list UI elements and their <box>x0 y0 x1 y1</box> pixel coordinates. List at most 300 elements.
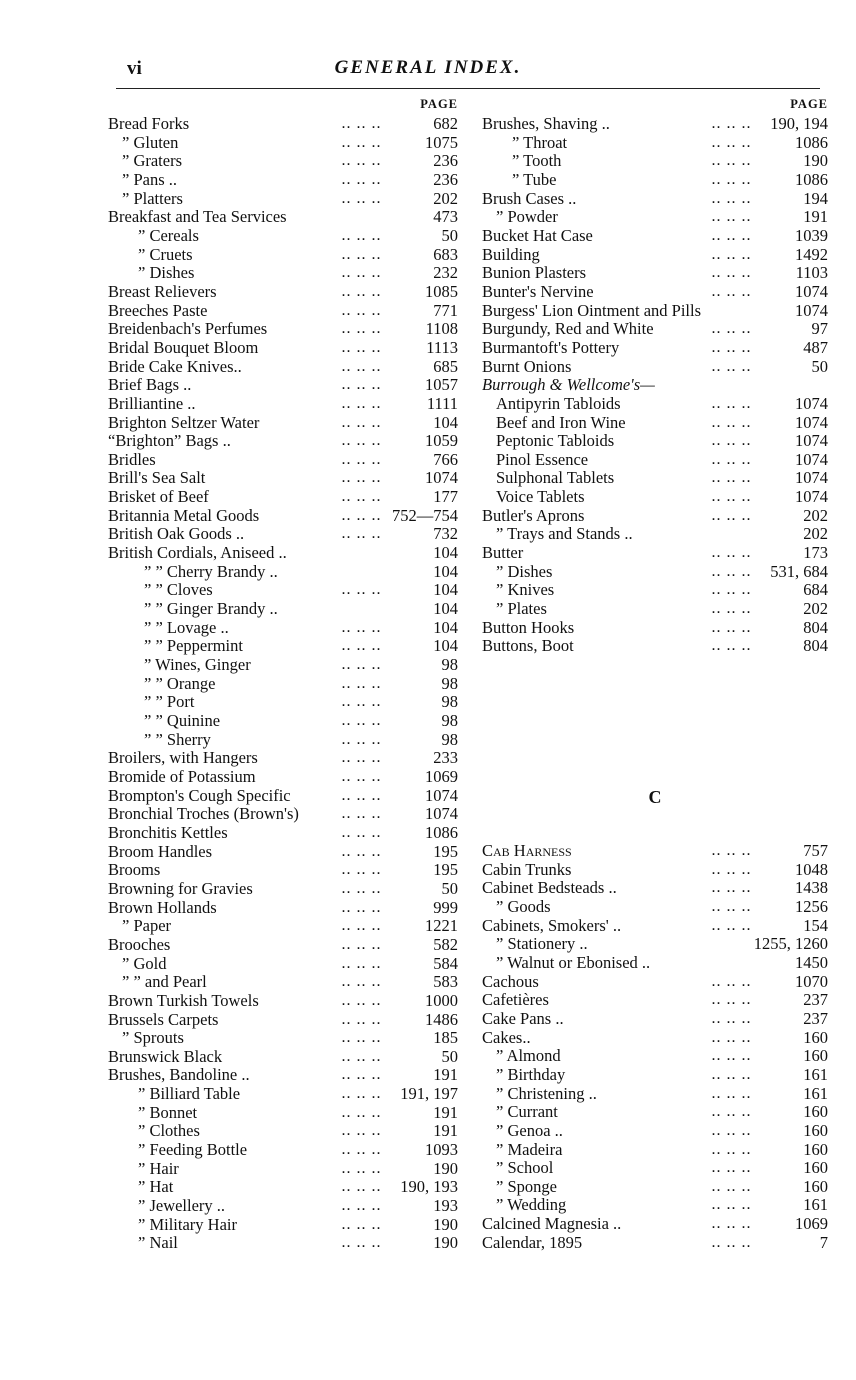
entry-label: ” Almond <box>496 1046 561 1066</box>
index-entry <box>108 749 458 768</box>
entry-page-number: 1221 <box>425 916 458 936</box>
leader-dots: .. .. .. <box>712 1198 752 1213</box>
entry-page-number: 190 <box>433 1233 458 1253</box>
entry-label: Breeches Paste <box>108 300 208 320</box>
index-entry <box>482 1122 828 1141</box>
index-entry <box>108 208 458 227</box>
leader-dots: .. .. .. <box>712 359 752 374</box>
page-column-heading: PAGE <box>790 97 828 111</box>
entry-label: Bridles <box>108 449 156 469</box>
entry-label: ” Goods <box>496 896 551 916</box>
index-entry <box>108 656 458 675</box>
index-entry <box>108 358 458 377</box>
index-entry <box>108 675 458 694</box>
entry-page-number: 682 <box>433 114 458 133</box>
entry-label: ” ” Quinine <box>144 711 221 730</box>
entry-label: ” Cruets <box>138 244 193 264</box>
index-entry <box>482 246 828 265</box>
entry-page-number: 161 <box>803 1083 828 1103</box>
leader-dots: .. .. .. <box>342 1199 382 1214</box>
index-entry <box>482 339 828 358</box>
leader-dots: .. .. .. <box>712 881 752 896</box>
entry-label: ” Currant <box>496 1102 558 1122</box>
entry-page-number: 104 <box>433 543 458 563</box>
index-entry <box>482 1010 828 1029</box>
leader-dots: .. .. .. <box>342 471 382 486</box>
entry-page-number: 1074 <box>795 281 828 301</box>
index-entry <box>108 600 458 619</box>
entry-page-number: 685 <box>433 356 458 376</box>
entry-page-number: 190 <box>433 1214 458 1234</box>
entry-page-number: 202 <box>803 524 828 544</box>
leader-dots: .. .. .. <box>342 228 382 243</box>
leader-dots: .. .. .. <box>712 117 752 131</box>
leader-dots: .. .. .. <box>342 919 382 934</box>
entry-page-number: 1486 <box>425 1009 458 1029</box>
leader-dots: .. .. .. <box>712 974 752 989</box>
entry-label: Calcined Magnesia .. <box>482 1214 622 1234</box>
entry-label: Breast Relievers <box>108 281 217 301</box>
entry-page-number: 190 <box>803 151 828 171</box>
leader-dots: .. .. .. <box>342 172 382 187</box>
leader-dots: .. .. .. <box>712 602 752 617</box>
index-entry <box>482 879 828 898</box>
index-list-left <box>108 115 458 1253</box>
entry-label: Beef and Iron Wine <box>496 412 626 432</box>
leader-dots: .. .. .. <box>342 322 382 337</box>
index-entry <box>108 805 458 824</box>
entry-label: Burgess' Lion Ointment and Pills <box>482 300 702 320</box>
entry-label: Brooms <box>108 860 161 880</box>
index-entry <box>482 488 828 507</box>
leader-dots: .. .. .. <box>342 1049 382 1064</box>
entry-label: Cabinets, Smokers' .. <box>482 915 622 935</box>
entry-label: ” Walnut or Ebonised .. <box>496 952 651 972</box>
entry-page-number: 191 <box>433 1102 458 1122</box>
entry-label: ” Clothes <box>138 1121 200 1141</box>
leader-dots: .. .. .. <box>712 1086 752 1101</box>
index-entry <box>108 1234 458 1253</box>
leader-dots: .. .. .. <box>342 1012 382 1027</box>
entry-label: ” Knives <box>496 580 555 600</box>
entry-page-number: 194 <box>803 188 828 208</box>
leader-dots: .. .. .. <box>712 1049 752 1064</box>
leader-dots: .. .. .. <box>712 284 752 299</box>
entry-label: Pinol Essence <box>496 449 589 469</box>
entry-label: Broom Handles <box>108 841 213 861</box>
index-entry <box>482 898 828 917</box>
entry-page-number: 531, 684 <box>770 561 828 581</box>
entry-label: ” Gluten <box>122 132 179 152</box>
index-list-c <box>482 842 828 1252</box>
entry-label: ” Wedding <box>496 1195 567 1215</box>
entry-page-number: 185 <box>433 1028 458 1048</box>
entry-page-number: 98 <box>441 692 458 712</box>
entry-label: British Oak Goods .. <box>108 524 245 544</box>
leader-dots: .. .. .. <box>712 135 752 150</box>
index-entry <box>482 432 828 451</box>
leader-dots: .. .. .. <box>342 266 382 281</box>
index-entry <box>108 619 458 638</box>
leader-dots: .. .. .. <box>342 751 382 766</box>
entry-label: ” Hat <box>138 1177 174 1197</box>
entry-page-number: 50 <box>441 225 458 245</box>
entry-label: Butler's Aprons <box>482 505 585 525</box>
index-entry <box>108 302 458 321</box>
entry-label: ” Christening .. <box>496 1083 597 1103</box>
index-entry <box>482 563 828 582</box>
entry-page-number: 1074 <box>795 487 828 507</box>
entry-page-number: 97 <box>811 319 828 339</box>
entry-page-number: 160 <box>803 1176 828 1196</box>
entry-page-number: 1074 <box>795 449 828 469</box>
index-entry <box>482 376 828 395</box>
leader-dots: .. .. .. <box>342 1180 382 1195</box>
leader-dots: .. .. .. <box>712 583 752 598</box>
leader-dots: .. .. .. <box>712 452 752 467</box>
leader-dots: .. .. .. <box>712 1123 752 1138</box>
entry-page-number: 1074 <box>795 468 828 488</box>
index-entry <box>482 208 828 227</box>
entry-label: ” Paper <box>122 916 172 936</box>
entry-page-number: 804 <box>803 636 828 656</box>
entry-page-number: 752—754 <box>392 505 458 525</box>
leader-dots: .. .. .. <box>342 937 382 952</box>
entry-label: ” ” Port <box>144 692 195 712</box>
index-entry <box>108 712 458 731</box>
entry-page-number: 1086 <box>425 822 458 842</box>
index-entry <box>108 1216 458 1235</box>
index-entry <box>108 880 458 899</box>
entry-page-number: 177 <box>433 487 458 507</box>
entry-label: Butter <box>482 543 524 563</box>
leader-dots: .. .. .. <box>342 1105 382 1120</box>
leader-dots: .. .. .. <box>712 415 752 430</box>
index-column-right <box>482 97 828 656</box>
entry-label: British Cordials, Aniseed .. <box>108 543 287 563</box>
leader-dots: .. .. .. <box>712 844 752 858</box>
entry-page-number: 160 <box>803 1027 828 1047</box>
index-entry <box>108 320 458 339</box>
entry-page-number: 999 <box>433 897 458 917</box>
leader-dots: .. .. .. <box>342 117 382 131</box>
entry-page-number: 1086 <box>795 169 828 189</box>
index-entry <box>482 1103 828 1122</box>
entry-label: Bride Cake Knives.. <box>108 356 242 376</box>
leader-dots: .. .. .. <box>712 1142 752 1157</box>
entry-page-number: 7 <box>819 1232 828 1252</box>
entry-page-number: 1039 <box>795 225 828 245</box>
index-entry <box>108 544 458 563</box>
entry-label: ” Trays and Stands .. <box>496 524 633 544</box>
index-entry <box>482 1234 828 1253</box>
entry-label: ” Sprouts <box>122 1028 184 1048</box>
entry-label: Voice Tablets <box>496 487 585 507</box>
entry-label: Bread Forks <box>108 114 190 133</box>
leader-dots: .. .. .. <box>342 434 382 449</box>
entry-page-number: 190, 194 <box>770 114 828 133</box>
leader-dots: .. .. .. <box>342 1031 382 1046</box>
index-entry <box>108 1178 458 1197</box>
leader-dots: .. .. .. <box>342 415 382 430</box>
index-entry <box>108 731 458 750</box>
entry-page-number: 1069 <box>795 1214 828 1234</box>
entry-label: Brunswick Black <box>108 1046 223 1066</box>
entry-page-number: 237 <box>803 990 828 1010</box>
leader-dots: .. .. .. <box>712 471 752 486</box>
leader-dots: .. .. .. <box>712 1161 752 1176</box>
index-entry <box>108 899 458 918</box>
entry-label: ” Tube <box>512 169 557 189</box>
index-entry <box>108 246 458 265</box>
index-entry <box>108 1066 458 1085</box>
leader-dots: .. .. .. <box>712 340 752 355</box>
index-entry <box>108 525 458 544</box>
index-entry <box>482 842 828 861</box>
index-entry <box>108 1197 458 1216</box>
entry-label: Britannia Metal Goods <box>108 505 260 525</box>
entry-label: ” Dishes <box>496 561 553 581</box>
leader-dots: .. .. .. <box>342 993 382 1008</box>
index-entry <box>108 1048 458 1067</box>
page-number: vi <box>127 58 142 79</box>
leader-dots: .. .. .. <box>712 1067 752 1082</box>
leader-dots: .. .. .. <box>342 191 382 206</box>
entry-label: Bronchial Troches (Brown's) <box>108 804 299 824</box>
leader-dots: .. .. .. <box>342 658 382 673</box>
leader-dots: .. .. .. <box>342 527 382 542</box>
entry-label: Brown Turkish Towels <box>108 990 259 1010</box>
entry-page-number: 202 <box>803 505 828 525</box>
entry-label: Brushes, Bandoline .. <box>108 1065 250 1085</box>
index-entry <box>108 1085 458 1104</box>
index-entry <box>482 1085 828 1104</box>
index-entry <box>482 917 828 936</box>
entry-label: ” Feeding Bottle <box>138 1140 248 1160</box>
index-entry <box>482 1029 828 1048</box>
leader-dots: .. .. .. <box>712 1235 752 1250</box>
leader-dots: .. .. .. <box>342 732 382 747</box>
leader-dots: .. .. .. <box>342 396 382 411</box>
leader-dots: .. .. .. <box>342 695 382 710</box>
index-entry <box>482 637 828 656</box>
index-column-right-c <box>482 842 828 1252</box>
index-entry <box>482 302 828 321</box>
entry-page-number: 173 <box>803 543 828 563</box>
entry-page-number: 1111 <box>426 393 458 413</box>
entry-label: ” ” Peppermint <box>144 636 243 656</box>
entry-page-number: 104 <box>433 617 458 637</box>
entry-label: Brilliantine .. <box>108 393 196 413</box>
index-entry <box>482 1066 828 1085</box>
entry-page-number: 50 <box>811 356 828 376</box>
entry-page-number: 161 <box>803 1195 828 1215</box>
entry-label: Cab Harness <box>482 841 572 860</box>
entry-label: ” Graters <box>122 151 183 171</box>
entry-label: Cachous <box>482 971 539 991</box>
entry-page-number: 1103 <box>795 263 828 283</box>
leader-dots: .. .. .. <box>342 340 382 355</box>
index-entry <box>482 544 828 563</box>
entry-label: ” Nail <box>138 1233 178 1253</box>
leader-dots: .. .. .. <box>342 956 382 971</box>
index-entry <box>108 1160 458 1179</box>
leader-dots: .. .. .. <box>712 322 752 337</box>
entry-page-number: 104 <box>433 599 458 619</box>
entry-label: ” Dishes <box>138 263 195 283</box>
leader-dots: .. .. .. <box>342 247 382 262</box>
entry-label: Bridal Bouquet Bloom <box>108 337 259 357</box>
entry-page-number: 1074 <box>795 431 828 451</box>
entry-label: Browning for Gravies <box>108 878 253 898</box>
index-entry <box>108 1029 458 1048</box>
entry-label: ” Bonnet <box>138 1102 198 1122</box>
entry-label: ” Madeira <box>496 1139 563 1159</box>
leader-dots: .. .. .. <box>342 508 382 523</box>
index-entry <box>482 469 828 488</box>
entry-page-number: 1000 <box>425 990 458 1010</box>
leader-dots: .. .. .. <box>342 284 382 299</box>
entry-page-number: 683 <box>433 244 458 264</box>
entry-page-number: 1074 <box>425 804 458 824</box>
entry-page-number: 236 <box>433 169 458 189</box>
entry-label: ” ” Lovage .. <box>144 617 229 637</box>
leader-dots: .. .. .. <box>712 639 752 654</box>
entry-label: ” Genoa .. <box>496 1120 563 1140</box>
entry-label: ” Cereals <box>138 225 199 245</box>
entry-label: Burmantoft's Pottery <box>482 337 620 357</box>
leader-dots: .. .. .. <box>342 975 382 990</box>
index-entry <box>108 992 458 1011</box>
leader-dots: .. .. .. <box>712 490 752 505</box>
entry-label: “Brighton” Bags .. <box>108 431 231 451</box>
entry-label: Sulphonal Tablets <box>496 468 615 488</box>
entry-page-number: 104 <box>433 580 458 600</box>
entry-label: ” Jewellery .. <box>138 1196 226 1216</box>
leader-dots: .. .. .. <box>342 825 382 840</box>
index-entry <box>482 973 828 992</box>
index-entry <box>108 507 458 526</box>
entry-page-number: 1255, 1260 <box>753 934 828 954</box>
entry-page-number: 98 <box>441 655 458 675</box>
entry-page-number: 1070 <box>795 971 828 991</box>
index-entry <box>108 955 458 974</box>
entry-label: ” School <box>496 1158 554 1178</box>
entry-page-number: 191 <box>803 207 828 227</box>
entry-label: ” Birthday <box>496 1064 566 1084</box>
entry-page-number: 98 <box>441 729 458 749</box>
entry-label: Breakfast and Tea Services <box>108 207 287 227</box>
index-entry <box>482 525 828 544</box>
index-entry <box>482 861 828 880</box>
entry-page-number: 232 <box>433 263 458 283</box>
leader-dots: .. .. .. <box>342 1143 382 1158</box>
index-entry <box>108 227 458 246</box>
index-entry <box>108 414 458 433</box>
leader-dots: .. .. .. <box>342 1161 382 1176</box>
entry-page-number: 757 <box>803 841 828 860</box>
entry-label: Brown Hollands <box>108 897 217 917</box>
entry-page-number: 160 <box>803 1046 828 1066</box>
entry-label: ” Wines, Ginger <box>144 655 251 675</box>
leader-dots: .. .. .. <box>342 1236 382 1251</box>
index-entry <box>108 1104 458 1123</box>
entry-page-number: 202 <box>433 188 458 208</box>
leader-dots: .. .. .. <box>712 266 752 281</box>
index-entry <box>108 1122 458 1141</box>
entry-label: Cake Pans .. <box>482 1008 564 1028</box>
entry-page-number: 1074 <box>425 785 458 805</box>
leader-dots: .. .. .. <box>342 788 382 803</box>
index-entry <box>482 152 828 171</box>
leader-dots: .. .. .. <box>342 154 382 169</box>
entry-page-number: 583 <box>433 972 458 992</box>
entry-label: Brush Cases .. <box>482 188 577 208</box>
entry-label: Broilers, with Hangers <box>108 748 258 768</box>
entry-page-number: 233 <box>433 748 458 768</box>
entry-page-number: 195 <box>433 841 458 861</box>
entry-page-number: 161 <box>803 1064 828 1084</box>
entry-label: Bunion Plasters <box>482 263 587 283</box>
leader-dots: .. .. .. <box>342 676 382 691</box>
entry-label: ” Tooth <box>512 151 562 171</box>
entry-page-number: 684 <box>803 580 828 600</box>
entry-label: ” Plates <box>496 599 547 619</box>
entry-label: Brill's Sea Salt <box>108 468 206 488</box>
entry-page-number: 1057 <box>425 375 458 395</box>
leader-dots: .. .. .. <box>342 714 382 728</box>
entry-label: ” ” Orange <box>144 673 216 693</box>
entry-label: Button Hooks <box>482 617 575 637</box>
entry-label: Brighton Seltzer Water <box>108 412 260 432</box>
index-entry <box>482 190 828 209</box>
leader-dots: .. .. .. <box>712 228 752 243</box>
entry-page-number: 236 <box>433 151 458 171</box>
index-entry <box>482 1178 828 1197</box>
section-letter: C <box>648 787 662 807</box>
entry-label: ” ” Sherry <box>144 729 211 749</box>
leader-dots: .. .. .. <box>712 1011 752 1026</box>
entry-label: ” Platters <box>122 188 183 208</box>
entry-page-number: 237 <box>803 1008 828 1028</box>
leader-dots: .. .. .. <box>342 807 382 822</box>
entry-label: Calendar, 1895 <box>482 1232 583 1252</box>
leader-dots: .. .. .. <box>712 154 752 169</box>
entry-label: Bronchitis Kettles <box>108 822 228 842</box>
leader-dots: .. .. .. <box>342 490 382 505</box>
entry-page-number: 584 <box>433 953 458 973</box>
entry-page-number: 1059 <box>425 431 458 451</box>
entry-page-number: 1074 <box>425 468 458 488</box>
entry-page-number: 191 <box>433 1065 458 1085</box>
leader-dots: .. .. .. <box>712 993 752 1008</box>
entry-page-number: 1074 <box>795 300 828 320</box>
index-entry <box>108 581 458 600</box>
index-entry <box>108 115 458 134</box>
index-entry <box>108 973 458 992</box>
entry-page-number: 202 <box>803 599 828 619</box>
index-entry <box>108 339 458 358</box>
header-rule <box>116 88 820 89</box>
index-entry <box>108 693 458 712</box>
entry-page-number: 98 <box>441 711 458 730</box>
index-entry <box>108 134 458 153</box>
entry-page-number: 582 <box>433 934 458 954</box>
entry-label: Cafetières <box>482 990 549 1010</box>
index-entry <box>482 227 828 246</box>
entry-page-number: 1450 <box>795 952 828 972</box>
entry-label: ” Hair <box>138 1158 179 1178</box>
